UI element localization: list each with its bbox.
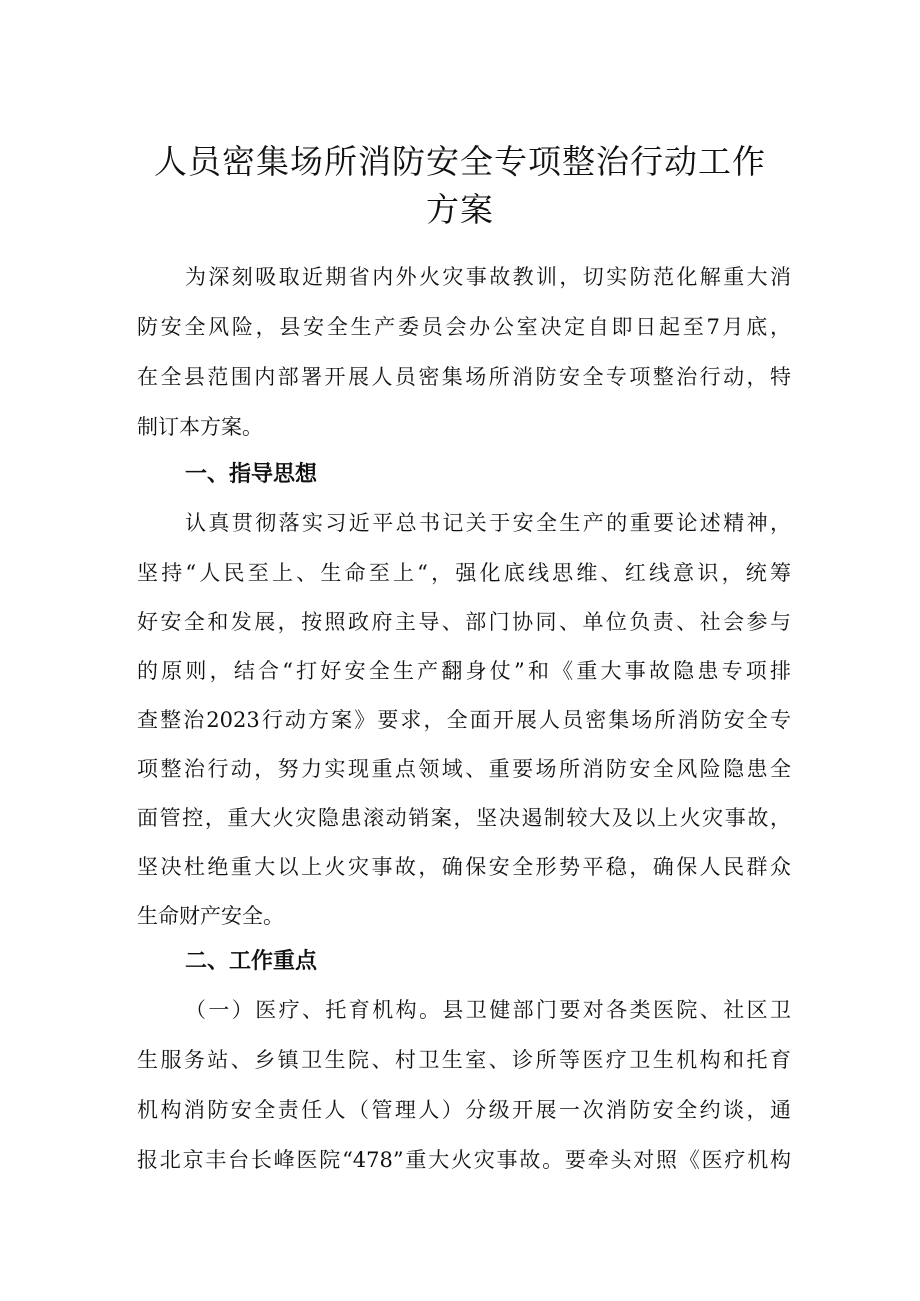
section-1-line-6: 项整治行动，努力实现重点领域、重要场所消防安全风险隐患全 <box>137 757 791 781</box>
section-2-heading: 二、工作重点 <box>185 949 318 974</box>
section-1-line-9: 生命财产安全。 <box>137 904 284 928</box>
section-1-heading: 一、指导思想 <box>185 462 318 487</box>
intro-line-1: 为深刻吸取近期省内外火灾事故教训，切实防范化解重大消 <box>185 265 791 289</box>
section-1-line-5: 查整治2023行动方案》要求，全面开展人员密集场所消防安全专 <box>137 708 791 732</box>
intro-line-4: 制订本方案。 <box>137 415 263 439</box>
section-2-line-4: 报北京丰台长峰医院“478”重大火灾事故。要牵头对照《医疗机构 <box>137 1148 791 1172</box>
document-title-line-2: 方案 <box>426 190 494 229</box>
section-2-line-2: 生服务站、乡镇卫生院、村卫生室、诊所等医疗卫生机构和托育 <box>137 1048 791 1072</box>
section-1-line-4: 的原则，结合“打好安全生产翻身仗”和《重大事故隐患专项排 <box>137 659 791 683</box>
intro-line-3: 在全县范围内部署开展人员密集场所消防安全专项整治行动，特 <box>137 365 791 389</box>
document-title-line-1: 人员密集场所消防安全专项整治行动工作 <box>154 142 766 181</box>
section-1-line-2: 坚持“人民至上、生命至上“，强化底线思维、红线意识，统筹 <box>137 561 791 585</box>
section-2-line-1: （一）医疗、托育机构。县卫健部门要对各类医院、社区卫 <box>185 998 791 1022</box>
section-2-line-3: 机构消防安全责任人（管理人）分级开展一次消防安全约谈，通 <box>137 1098 791 1122</box>
section-1-line-1: 认真贯彻落实习近平总书记关于安全生产的重要论述精神， <box>185 511 791 535</box>
intro-line-2: 防安全风险，县安全生产委员会办公室决定自即日起至7月底， <box>137 315 791 339</box>
section-1-line-8: 坚决杜绝重大以上火灾事故，确保安全形势平稳，确保人民群众 <box>137 855 791 879</box>
section-1-line-3: 好安全和发展，按照政府主导、部门协同、单位负责、社会参与 <box>137 610 791 634</box>
section-1-line-7: 面管控，重大火灾隐患滚动销案，坚决遏制较大及以上火灾事故， <box>137 806 791 830</box>
